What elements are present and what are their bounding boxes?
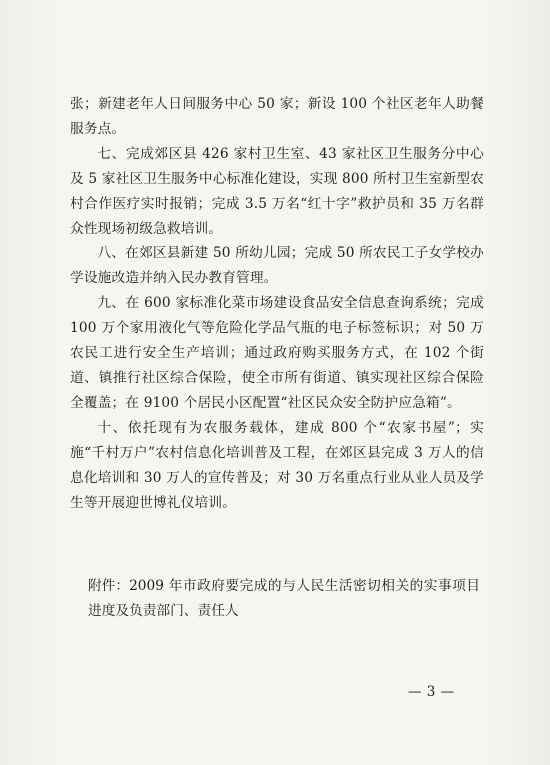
page-number: — 3 —: [408, 684, 455, 700]
attachment-text: 2009 年市政府要完成的与人民生活密切相关的实事项目进度及负责部门、责任人: [88, 578, 480, 619]
attachment-label: 附件：: [88, 578, 130, 594]
paragraph-item-10: 十、依托现有为农服务载体，建成 800 个“农家书屋”；实施“千村万户”农村信息化培训普及工程，在郊区县完成 3 万人的信息化培训和 30 万人的宣传普及；对 30 万名重点行业从业人员及学生等开展迎世博礼仪培训。: [70, 419, 484, 511]
paragraph-item-8: 八、在郊区县新建 50 所幼儿园；完成 50 所农民工子女学校办学设施改造并纳入民办教育管理。: [70, 245, 484, 287]
paragraph-item-9: 九、在 600 家标准化菜市场建设食品安全信息查询系统；完成 100 万个家用液化气等危险化学品气瓶的电子标签标识；对 50 万农民工进行安全生产培训；通过政府购买服务方式，在 102 个街道、镇推行社区综合保险，使全市所有街道、镇实现社区综合保险全覆盖；在 9100 个居民小区配置“社区民众安全防护应急箱”。: [70, 295, 484, 411]
document-body: [70, 92, 484, 515]
attachment-note: [88, 574, 480, 624]
paragraph-item-7: 七、完成郊区县 426 家村卫生室、43 家社区卫生服务分中心及 5 家社区卫生服务中心标准化建设，实现 800 所村卫生室新型农村合作医疗实时报销；完成 3.5 万名“红十字”救护员和 35 万名群众性现场初级急救培训。: [70, 145, 484, 237]
paragraph-continuation: 张；新建老年人日间服务中心 50 家；新设 100 个社区老年人助餐服务点。: [70, 96, 484, 137]
